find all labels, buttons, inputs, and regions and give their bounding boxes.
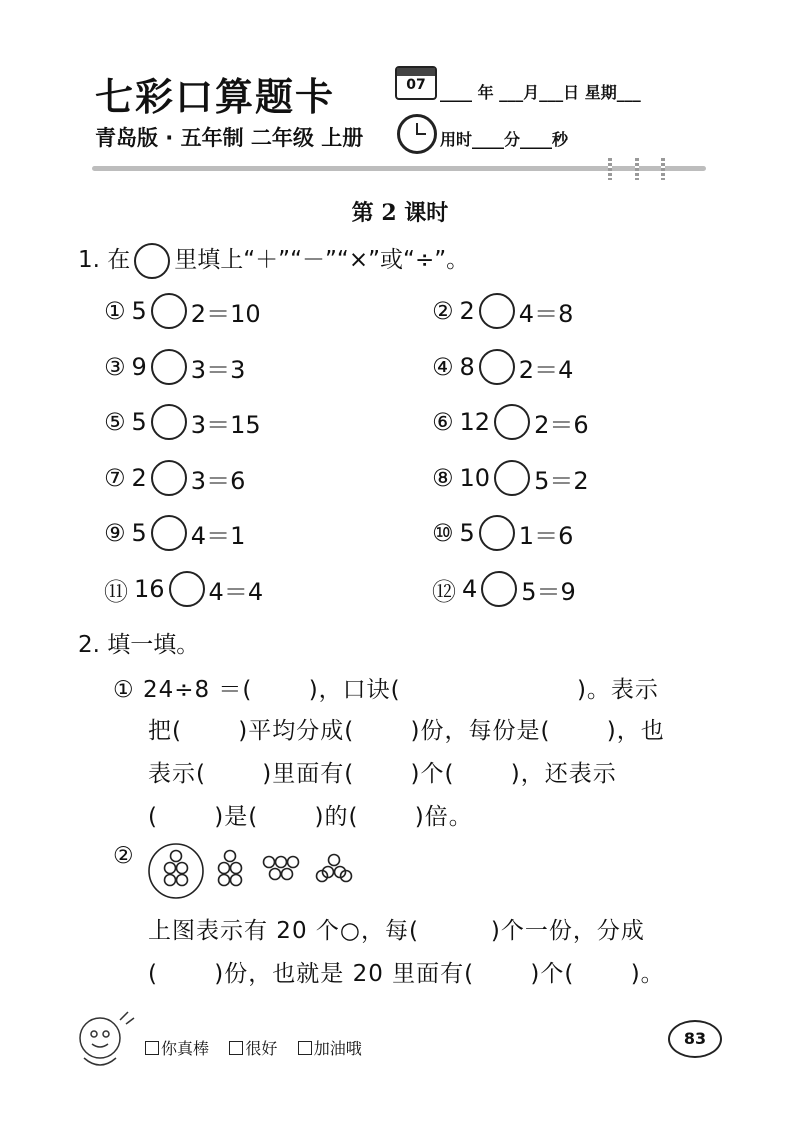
operand-right-result: 3＝6: [190, 466, 246, 495]
item-number: ⑧: [432, 464, 454, 492]
q1-item: [432, 460, 589, 496]
header-divider: [92, 166, 706, 171]
operand-right-result: 4＝4: [208, 577, 264, 606]
dot: [231, 875, 242, 886]
dot: [165, 875, 176, 886]
operand-left: 5: [131, 297, 147, 325]
operand-right-result: 4＝1: [190, 521, 246, 550]
operand-right-result: 3＝15: [190, 410, 261, 439]
item-number: ⑤: [104, 408, 126, 436]
item-number: ⑩: [432, 519, 454, 547]
dot: [177, 875, 188, 886]
divider-pin: [661, 158, 665, 180]
operand-right-result: 1＝6: [518, 521, 574, 550]
operator-answer-circle[interactable]: [151, 349, 187, 385]
operand-right-result: 2＝4: [518, 355, 574, 384]
dot: [329, 855, 340, 866]
operand-right-result: 2＝6: [534, 410, 589, 439]
date-line: ____ 年 ___月___日 星期___: [440, 83, 641, 102]
q1-item: [432, 404, 589, 440]
operator-answer-circle[interactable]: [479, 293, 515, 329]
checkbox[interactable]: [145, 1041, 159, 1055]
operand-left: 5: [459, 519, 475, 547]
q1-prompt-before: 1. 在: [78, 247, 131, 273]
operand-left: 2: [459, 297, 475, 325]
q1-item: [104, 515, 245, 551]
operator-answer-circle[interactable]: [479, 349, 515, 385]
dot: [171, 851, 182, 862]
q1-item: [432, 293, 573, 329]
q1-item: [432, 349, 573, 385]
divider-pin: [608, 158, 612, 180]
operand-left: 5: [131, 519, 147, 547]
operator-answer-circle[interactable]: [151, 515, 187, 551]
edition-label: 青岛版 · 五年制 二年级 上册: [95, 126, 364, 150]
operand-left: 16: [134, 575, 165, 603]
dot: [276, 857, 287, 868]
checkbox[interactable]: [229, 1041, 243, 1055]
rating-keep-going[interactable]: 加油哦: [298, 1039, 362, 1058]
mascot-illustration: [70, 1008, 140, 1082]
rating-good[interactable]: 你真棒: [145, 1039, 209, 1058]
operand-right-result: 5＝2: [534, 466, 589, 495]
calendar-day: 07: [406, 77, 426, 93]
item-number: ④: [432, 353, 454, 381]
q1-item: [104, 460, 245, 496]
dots-figure: [147, 842, 362, 902]
item-number: ③: [104, 353, 126, 381]
item-number: ⑥: [432, 408, 454, 436]
dot: [165, 863, 176, 874]
operand-right-result: 4＝8: [518, 299, 574, 328]
brand-title: 七彩口算题卡: [95, 74, 336, 119]
q1-item: [432, 571, 576, 607]
operand-right-result: 2＝10: [190, 299, 261, 328]
dot: [219, 875, 230, 886]
item-number: ⑫: [432, 577, 456, 606]
operator-answer-circle[interactable]: [479, 515, 515, 551]
operator-answer-circle[interactable]: [151, 460, 187, 496]
item-number: ②: [432, 297, 454, 325]
q2-part1-line3[interactable]: 表示( )里面有( )个( )，还表示: [148, 761, 617, 787]
answer-circle[interactable]: [134, 243, 170, 279]
dot: [177, 863, 188, 874]
q1-item: [432, 515, 573, 551]
calendar-icon: [395, 66, 437, 100]
operand-left: 12: [459, 408, 491, 436]
checkbox[interactable]: [298, 1041, 312, 1055]
operand-left: 9: [131, 353, 147, 381]
q1-item: [104, 293, 261, 329]
operator-answer-circle[interactable]: [481, 571, 517, 607]
q1-prompt: [78, 241, 469, 279]
time-line: 用时____分____秒: [440, 130, 569, 149]
item-number: ⑨: [104, 519, 126, 547]
q1-item: [104, 404, 261, 440]
dot: [288, 857, 299, 868]
dot: [264, 857, 275, 868]
q2-part2-line2[interactable]: ( )份，也就是 20 里面有( )个( )。: [148, 961, 665, 987]
item-number: ⑦: [104, 464, 126, 492]
q1-prompt-after: 里填上“＋”“－”“×”或“÷”。: [174, 247, 470, 273]
page-number: 83: [668, 1020, 722, 1058]
grouping-circle: [149, 844, 203, 898]
dot: [270, 869, 281, 880]
dot: [225, 851, 236, 862]
q2-part2-line1[interactable]: 上图表示有 20 个○，每( )个一份，分成: [148, 918, 645, 944]
divider-pin: [635, 158, 639, 180]
operand-right-result: 5＝9: [521, 577, 576, 606]
q1-item: [104, 349, 245, 385]
clock-icon: [397, 114, 437, 154]
operand-left: 4: [462, 575, 478, 603]
q2-part1-mark: ①: [113, 677, 135, 703]
q2-part2-mark: ②: [113, 843, 135, 869]
operand-right-result: 3＝3: [190, 355, 246, 384]
operand-left: 2: [131, 464, 147, 492]
dot: [231, 863, 242, 874]
operand-left: 5: [131, 408, 147, 436]
operand-left: 10: [459, 464, 491, 492]
operator-answer-circle[interactable]: [494, 460, 530, 496]
q2-part1-line2[interactable]: 把( )平均分成( )份，每份是( )，也: [148, 718, 665, 744]
dot: [282, 869, 293, 880]
q2-part1-text[interactable]: 24÷8 ＝( )，口诀( )。表示: [142, 677, 659, 703]
item-number: ①: [104, 297, 126, 325]
operator-answer-circle[interactable]: [169, 571, 205, 607]
q1-item: [104, 571, 263, 607]
q2-title: 2. 填一填。: [78, 632, 200, 658]
rating-options: [145, 1036, 362, 1059]
item-number: ⑪: [104, 577, 128, 606]
operand-left: 8: [459, 353, 475, 381]
dot: [219, 863, 230, 874]
operator-answer-circle[interactable]: [151, 293, 187, 329]
lesson-title: 第 2 课时: [351, 200, 449, 226]
rating-very-good[interactable]: 很好: [229, 1039, 277, 1058]
q2-part1-line4[interactable]: ( )是( )的( )倍。: [148, 804, 473, 830]
operator-answer-circle[interactable]: [494, 404, 530, 440]
operator-answer-circle[interactable]: [151, 404, 187, 440]
q2-part1-line1: [113, 671, 659, 704]
